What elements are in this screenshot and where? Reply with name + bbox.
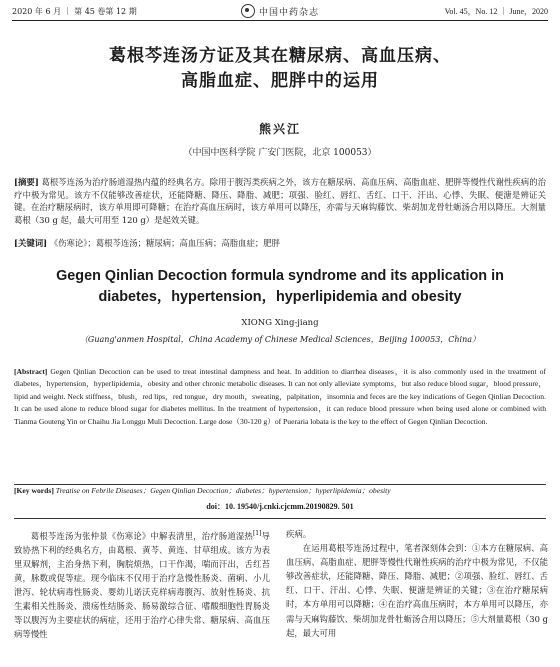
body-text: 导致协热下利的经典名方，由葛根、黄芩、黄连、甘草组成。该方为表里双解剂，主治身热下利，胸脘烦热，口干作渴，喘而汗出，舌红苔黄，脉数或促等症。现今临床不仅用于治疗急慢性肠炎、菌痢、小儿泄泻、轮状病毒性肠炎、婴幼儿诺沃克样病毒腹泻、放射性肠炎、抗生素相关性肠炎、溃疡性结肠炎、肠易激综合征、嗜酸细胞性胃肠炎等以腹泻为主要症状的病症，还用于治疗心律失常、糖尿病、高血压病等慢性 [14, 530, 271, 640]
doi: doi：10. 19540/j.cnki.cjcmm.20190829. 501 [206, 502, 354, 511]
keywords-en-label: [Key words] [14, 486, 54, 495]
keywords-cn [14, 237, 546, 249]
title-cn-line-1: 葛根芩连汤方证及其在糖尿病、高血压病、 [109, 46, 451, 66]
affiliation-en: （Guang'anmen Hospital，China Academy of Chinese Medical Sciences，Beijing 100053，China） [79, 335, 481, 344]
journal-name [241, 4, 319, 18]
title-en-line-2: diabetes，hypertension，hyperlipidemia and obesity [98, 289, 462, 305]
volume-info: Vol. 45，No. 12 ｜ June，2020 [444, 6, 549, 16]
abstract-en [14, 366, 546, 428]
body-paragraph [14, 527, 270, 642]
body-column-left [14, 527, 270, 642]
keywords-en [14, 485, 546, 497]
issue-info: 2020 年 6 月 ｜ 第 45 卷第 12 期 [12, 6, 137, 16]
affiliation-cn: （中国中医科学院 广安门医院，北京 100053） [183, 148, 377, 158]
body-column-right [286, 527, 548, 640]
journal-logo-icon [241, 4, 255, 18]
keywords-cn-text: 《伤寒论》；葛根芩连汤；糖尿病；高血压病；高脂血症；肥胖 [49, 238, 281, 248]
body-paragraph: 疾病。 [286, 529, 312, 539]
author-en: XIONG Xing-jiang [241, 318, 319, 328]
article-title-cn [0, 44, 560, 94]
author-cn: 熊兴江 [258, 122, 301, 136]
abstract-en-label: [Abstract] [14, 367, 48, 376]
body-paragraph: 在运用葛根芩连汤过程中，笔者深刻体会到：①本方在糖尿病、高血压病、高脂血症、肥胖等慢性代谢性疾病的治疗中极为常见，不仅能够改善症状，还能降糖、降压、降脂、减肥；②项强、脸红、唇红、舌红、口干、汗出、心悸、失眠、便溏是辨证的关键；③在治疗糖尿病时，本方单用可以降糖；④在治疗高血压病时，本方单用可以降压，亦需与天麻钩藤饮、柴胡加龙骨牡蛎汤合用以降压；⑤大剂量葛根（30 g 起，最大可用 [286, 543, 548, 638]
keywords-en-text: Treatise on Febrile Diseases；Gegen Qinlian Decoction；diabetes；hypertension；hyperlipidemia；obesity [55, 486, 391, 495]
article-title-en [20, 266, 540, 308]
abstract-cn-text: 葛根芩连汤为治疗肠道湿热内蕴的经典名方。除用于腹泻类疾病之外，该方在糖尿病、高血压病、高脂血症、肥胖等慢性代谢性疾病的治疗中极为常见。该方不仅能够改善症状，还能降糖、降压、降脂、减肥；项强、脸红、唇红、舌红、口干、汗出、心悸、失眠、便溏是辨证关键。在治疗糖尿病时，该方单用即可降糖；在治疗高血压病时，该方单用可以降压，亦需与天麻钩藤饮、柴胡加龙骨牡蛎汤合用以降压。大剂量葛根（30 g 起，最大可用至 120 g）是起效关键。 [14, 177, 546, 225]
journal-header [12, 2, 548, 21]
keywords-cn-label: [关键词] [14, 238, 48, 248]
citation-ref[interactable]: [1] [252, 530, 262, 537]
body-text: 葛根芩连汤为张仲景《伤寒论》中解表清里，治疗肠道湿热 [30, 530, 253, 541]
title-en-line-1: Gegen Qinlian Decoction formula syndrome and its application in [56, 268, 504, 284]
title-cn-line-2: 高脂血症、肥胖中的运用 [181, 71, 379, 91]
abstract-cn [14, 176, 546, 226]
abstract-cn-label: [摘要] [14, 177, 39, 187]
divider-line [14, 518, 546, 519]
abstract-en-text: Gegen Qinlian Decoction can be used to treat intestinal dampness and heat. In addition to diarrhea diseases，it is also commonly used in the treatment of diabetes，hypertension，hyperlipidemia，obesity and other chronic metabolic diseases. It can not only alleviate symptoms，but also reduce blood sugar，blood pressure，lipid and weight. Neck stiffness，blush，red lips，red tongue，dry mouth，sweating，palpitation，insomnia and feces are the key indications of Gegen Qinlian Decoction. It can be used alone to reduce blood sugar for diabetes mellitus. In the treatment of hypertension，it can reduce blood pressure when being used alone or combined with Tianma Gouteng Yin or Chaihu Jia Longgu Muli Decoction. Large dose（30-120 g）of Pueraria lobata is the key to the effect of Gegen Qinlian Decoction. [14, 367, 546, 426]
journal-title: 中国中药杂志 [259, 7, 320, 18]
